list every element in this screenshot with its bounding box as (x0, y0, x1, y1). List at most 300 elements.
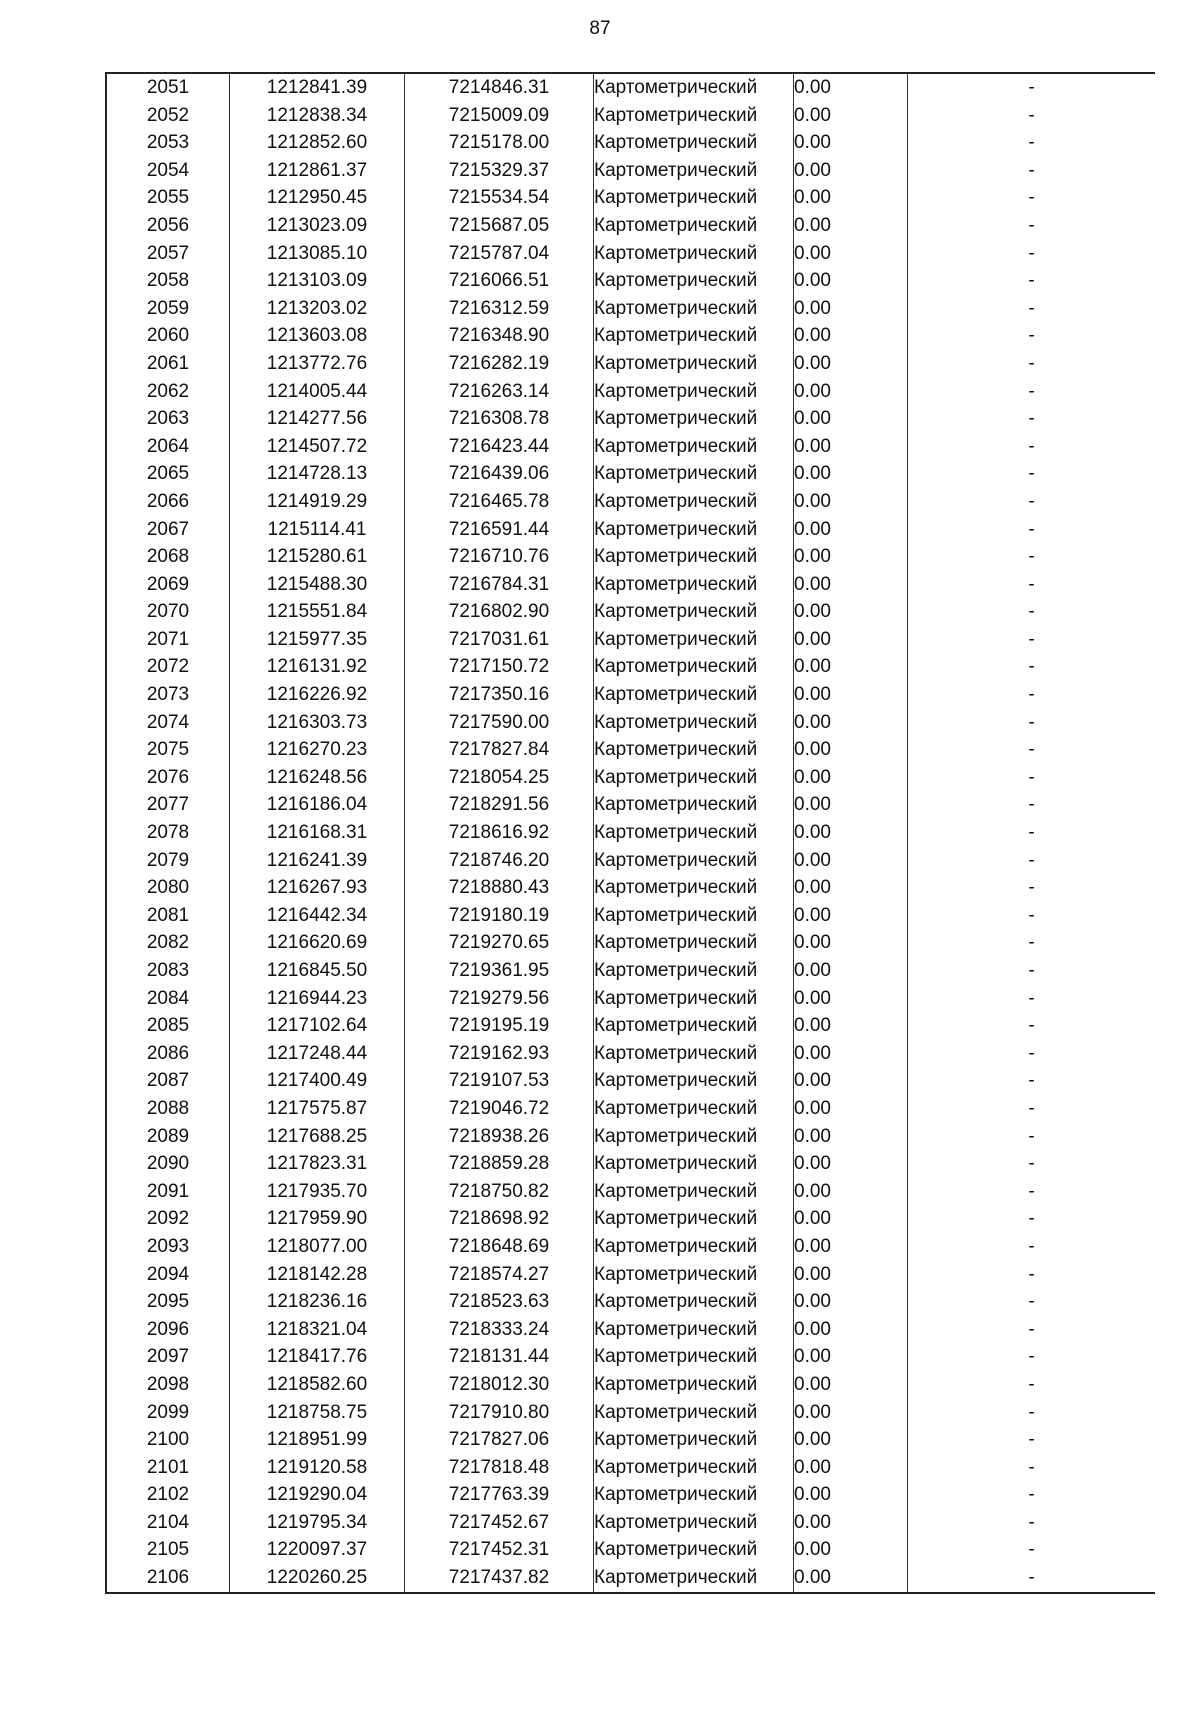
table-row (106, 1343, 1155, 1371)
description-cell: - (908, 736, 1156, 764)
method-cell: Картометрический (594, 985, 794, 1013)
method-cell: Картометрический (594, 1343, 794, 1371)
accuracy-cell: 0.00 (794, 1067, 908, 1095)
y-coordinate-cell: 7216439.06 (405, 460, 594, 488)
point-number-cell: 2067 (146, 518, 190, 540)
point-number-cell: 2093 (146, 1235, 190, 1257)
description-cell: - (908, 1233, 1156, 1261)
x-coordinate-cell: 1216270.23 (230, 736, 405, 764)
accuracy-cell: 0.00 (794, 129, 908, 157)
y-coordinate-cell: 7217031.61 (405, 626, 594, 654)
description-cell: - (908, 1067, 1156, 1095)
table-row (106, 957, 1155, 985)
description-cell: - (908, 1178, 1156, 1206)
accuracy-cell: 0.00 (794, 543, 908, 571)
accuracy-cell: 0.00 (794, 1536, 908, 1564)
y-coordinate-cell: 7217763.39 (405, 1481, 594, 1509)
table-row (106, 378, 1155, 406)
accuracy-cell: 0.00 (794, 405, 908, 433)
method-cell: Картометрический (594, 488, 794, 516)
table-row (106, 102, 1155, 130)
description-cell: - (908, 764, 1156, 792)
y-coordinate-cell: 7219162.93 (405, 1040, 594, 1068)
table-row (106, 902, 1155, 930)
point-number-cell: 2059 (146, 297, 190, 319)
page-number: 87 (589, 18, 611, 39)
method-cell: Картометрический (594, 1233, 794, 1261)
point-number-cell: 2084 (146, 987, 190, 1009)
description-cell: - (908, 681, 1156, 709)
x-coordinate-cell: 1215551.84 (230, 598, 405, 626)
table-row (106, 1150, 1155, 1178)
table-row (106, 1288, 1155, 1316)
table-row (106, 598, 1155, 626)
x-coordinate-cell: 1212852.60 (230, 129, 405, 157)
accuracy-cell: 0.00 (794, 184, 908, 212)
point-number-cell: 2068 (146, 546, 190, 568)
description-cell: - (908, 405, 1156, 433)
x-coordinate-cell: 1217575.87 (230, 1095, 405, 1123)
table-row (106, 1012, 1155, 1040)
point-number-cell: 2085 (146, 1015, 190, 1037)
point-number-cell: 2055 (146, 187, 190, 209)
x-coordinate-cell: 1217400.49 (230, 1067, 405, 1095)
description-cell: - (908, 488, 1156, 516)
y-coordinate-cell: 7217827.06 (405, 1426, 594, 1454)
x-coordinate-cell: 1216226.92 (230, 681, 405, 709)
accuracy-cell: 0.00 (794, 709, 908, 737)
x-coordinate-cell: 1214277.56 (230, 405, 405, 433)
y-coordinate-cell: 7219361.95 (405, 957, 594, 985)
method-cell: Картометрический (594, 1123, 794, 1151)
y-coordinate-cell: 7216710.76 (405, 543, 594, 571)
point-number-cell: 2070 (146, 601, 190, 623)
table-row (106, 764, 1155, 792)
y-coordinate-cell: 7219279.56 (405, 985, 594, 1013)
y-coordinate-cell: 7218750.82 (405, 1178, 594, 1206)
y-coordinate-cell: 7219107.53 (405, 1067, 594, 1095)
method-cell: Картометрический (594, 929, 794, 957)
table-row (106, 985, 1155, 1013)
method-cell: Картометрический (594, 516, 794, 544)
point-number-cell: 2077 (146, 794, 190, 816)
point-number-cell: 2061 (146, 352, 190, 374)
x-coordinate-cell: 1217688.25 (230, 1123, 405, 1151)
method-cell: Картометрический (594, 1399, 794, 1427)
point-number-cell: 2058 (146, 270, 190, 292)
method-cell: Картометрический (594, 378, 794, 406)
method-cell: Картометрический (594, 653, 794, 681)
point-number-cell: 2105 (146, 1539, 190, 1561)
accuracy-cell: 0.00 (794, 1454, 908, 1482)
method-cell: Картометрический (594, 102, 794, 130)
accuracy-cell: 0.00 (794, 1150, 908, 1178)
method-cell: Картометрический (594, 267, 794, 295)
description-cell: - (908, 267, 1156, 295)
description-cell: - (908, 1536, 1156, 1564)
x-coordinate-cell: 1218236.16 (230, 1288, 405, 1316)
method-cell: Картометрический (594, 1012, 794, 1040)
description-cell: - (908, 1426, 1156, 1454)
x-coordinate-cell: 1216267.93 (230, 874, 405, 902)
description-cell: - (908, 985, 1156, 1013)
x-coordinate-cell: 1216131.92 (230, 653, 405, 681)
method-cell: Картометрический (594, 1316, 794, 1344)
table-row (106, 1426, 1155, 1454)
point-number-cell: 2075 (146, 739, 190, 761)
x-coordinate-cell: 1217102.64 (230, 1012, 405, 1040)
point-number-cell: 2069 (146, 573, 190, 595)
x-coordinate-cell: 1213103.09 (230, 267, 405, 295)
description-cell: - (908, 157, 1156, 185)
table-row (106, 1178, 1155, 1206)
method-cell: Картометрический (594, 240, 794, 268)
y-coordinate-cell: 7216066.51 (405, 267, 594, 295)
y-coordinate-cell: 7217437.82 (405, 1564, 594, 1593)
x-coordinate-cell: 1216845.50 (230, 957, 405, 985)
accuracy-cell: 0.00 (794, 433, 908, 461)
x-coordinate-cell: 1218951.99 (230, 1426, 405, 1454)
x-coordinate-cell: 1217823.31 (230, 1150, 405, 1178)
accuracy-cell: 0.00 (794, 653, 908, 681)
table-row (106, 488, 1155, 516)
table-row (106, 571, 1155, 599)
x-coordinate-cell: 1213603.08 (230, 322, 405, 350)
method-cell: Картометрический (594, 1095, 794, 1123)
description-cell: - (908, 626, 1156, 654)
x-coordinate-cell: 1218582.60 (230, 1371, 405, 1399)
method-cell: Картометрический (594, 902, 794, 930)
description-cell: - (908, 1371, 1156, 1399)
table-row (106, 1067, 1155, 1095)
description-cell: - (908, 1509, 1156, 1537)
x-coordinate-cell: 1216248.56 (230, 764, 405, 792)
accuracy-cell: 0.00 (794, 791, 908, 819)
x-coordinate-cell: 1214919.29 (230, 488, 405, 516)
x-coordinate-cell: 1213203.02 (230, 295, 405, 323)
point-number-cell: 2086 (146, 1042, 190, 1064)
description-cell: - (908, 295, 1156, 323)
description-cell: - (908, 460, 1156, 488)
y-coordinate-cell: 7216263.14 (405, 378, 594, 406)
y-coordinate-cell: 7218054.25 (405, 764, 594, 792)
description-cell: - (908, 102, 1156, 130)
description-cell: - (908, 1316, 1156, 1344)
x-coordinate-cell: 1218758.75 (230, 1399, 405, 1427)
y-coordinate-cell: 7216312.59 (405, 295, 594, 323)
x-coordinate-cell: 1217935.70 (230, 1178, 405, 1206)
method-cell: Картометрический (594, 350, 794, 378)
point-number-cell: 2053 (146, 132, 190, 154)
table-row (106, 1233, 1155, 1261)
y-coordinate-cell: 7216465.78 (405, 488, 594, 516)
table-row (106, 1564, 1155, 1593)
point-number-cell: 2081 (146, 904, 190, 926)
point-number-cell: 2082 (146, 932, 190, 954)
x-coordinate-cell: 1216241.39 (230, 847, 405, 875)
x-coordinate-cell: 1218142.28 (230, 1261, 405, 1289)
accuracy-cell: 0.00 (794, 571, 908, 599)
table-row (106, 653, 1155, 681)
method-cell: Картометрический (594, 1509, 794, 1537)
point-number-cell: 2051 (146, 77, 190, 98)
point-number-cell: 2057 (146, 242, 190, 264)
description-cell: - (908, 874, 1156, 902)
point-number-cell: 2073 (146, 684, 190, 706)
x-coordinate-cell: 1218077.00 (230, 1233, 405, 1261)
table-row (106, 240, 1155, 268)
y-coordinate-cell: 7216348.90 (405, 322, 594, 350)
method-cell: Картометрический (594, 1205, 794, 1233)
y-coordinate-cell: 7218616.92 (405, 819, 594, 847)
table-row (106, 847, 1155, 875)
accuracy-cell: 0.00 (794, 322, 908, 350)
method-cell: Картометрический (594, 157, 794, 185)
x-coordinate-cell: 1216303.73 (230, 709, 405, 737)
x-coordinate-cell: 1213772.76 (230, 350, 405, 378)
point-number-cell: 2101 (146, 1456, 190, 1478)
accuracy-cell: 0.00 (794, 1288, 908, 1316)
table-row (106, 1481, 1155, 1509)
description-cell: - (908, 929, 1156, 957)
accuracy-cell: 0.00 (794, 350, 908, 378)
accuracy-cell: 0.00 (794, 874, 908, 902)
y-coordinate-cell: 7215009.09 (405, 102, 594, 130)
accuracy-cell: 0.00 (794, 626, 908, 654)
table-row (106, 267, 1155, 295)
y-coordinate-cell: 7215787.04 (405, 240, 594, 268)
method-cell: Картометрический (594, 1261, 794, 1289)
accuracy-cell: 0.00 (794, 929, 908, 957)
y-coordinate-cell: 7218131.44 (405, 1343, 594, 1371)
x-coordinate-cell: 1219290.04 (230, 1481, 405, 1509)
table-row (106, 1509, 1155, 1537)
method-cell: Картометрический (594, 405, 794, 433)
x-coordinate-cell: 1212838.34 (230, 102, 405, 130)
method-cell: Картометрический (594, 1454, 794, 1482)
table-row (106, 1261, 1155, 1289)
description-cell: - (908, 653, 1156, 681)
description-cell: - (908, 73, 1156, 102)
y-coordinate-cell: 7218574.27 (405, 1261, 594, 1289)
y-coordinate-cell: 7217452.67 (405, 1509, 594, 1537)
y-coordinate-cell: 7216282.19 (405, 350, 594, 378)
table-row (106, 791, 1155, 819)
y-coordinate-cell: 7219195.19 (405, 1012, 594, 1040)
point-number-cell: 2066 (146, 490, 190, 512)
description-cell: - (908, 819, 1156, 847)
accuracy-cell: 0.00 (794, 1012, 908, 1040)
description-cell: - (908, 709, 1156, 737)
table-row (106, 1454, 1155, 1482)
point-number-cell: 2106 (146, 1567, 190, 1589)
description-cell: - (908, 240, 1156, 268)
table-row (106, 1205, 1155, 1233)
point-number-cell: 2078 (146, 822, 190, 844)
point-number-cell: 2071 (146, 628, 190, 650)
accuracy-cell: 0.00 (794, 1205, 908, 1233)
accuracy-cell: 0.00 (794, 1564, 908, 1593)
y-coordinate-cell: 7215178.00 (405, 129, 594, 157)
y-coordinate-cell: 7215687.05 (405, 212, 594, 240)
accuracy-cell: 0.00 (794, 240, 908, 268)
description-cell: - (908, 129, 1156, 157)
point-number-cell: 2098 (146, 1373, 190, 1395)
description-cell: - (908, 1481, 1156, 1509)
x-coordinate-cell: 1216944.23 (230, 985, 405, 1013)
table-row (106, 433, 1155, 461)
table-row (106, 626, 1155, 654)
description-cell: - (908, 184, 1156, 212)
y-coordinate-cell: 7218523.63 (405, 1288, 594, 1316)
table-row (106, 184, 1155, 212)
table-row (106, 709, 1155, 737)
accuracy-cell: 0.00 (794, 764, 908, 792)
method-cell: Картометрический (594, 433, 794, 461)
description-cell: - (908, 1454, 1156, 1482)
y-coordinate-cell: 7219180.19 (405, 902, 594, 930)
x-coordinate-cell: 1213085.10 (230, 240, 405, 268)
point-number-cell: 2076 (146, 766, 190, 788)
table-row (106, 295, 1155, 323)
table-row (106, 460, 1155, 488)
y-coordinate-cell: 7216591.44 (405, 516, 594, 544)
table-row (106, 322, 1155, 350)
table-row (106, 1399, 1155, 1427)
x-coordinate-cell: 1215977.35 (230, 626, 405, 654)
x-coordinate-cell: 1213023.09 (230, 212, 405, 240)
method-cell: Картометрический (594, 1178, 794, 1206)
point-number-cell: 2072 (146, 656, 190, 678)
description-cell: - (908, 1205, 1156, 1233)
description-cell: - (908, 902, 1156, 930)
x-coordinate-cell: 1216620.69 (230, 929, 405, 957)
y-coordinate-cell: 7217350.16 (405, 681, 594, 709)
accuracy-cell: 0.00 (794, 1426, 908, 1454)
method-cell: Картометрический (594, 626, 794, 654)
point-number-cell: 2064 (146, 435, 190, 457)
point-number-cell: 2097 (146, 1346, 190, 1368)
accuracy-cell: 0.00 (794, 1343, 908, 1371)
point-number-cell: 2094 (146, 1263, 190, 1285)
description-cell: - (908, 571, 1156, 599)
accuracy-cell: 0.00 (794, 1481, 908, 1509)
y-coordinate-cell: 7214846.31 (405, 73, 594, 102)
table-row (106, 681, 1155, 709)
x-coordinate-cell: 1212841.39 (230, 73, 405, 102)
description-cell: - (908, 433, 1156, 461)
x-coordinate-cell: 1214005.44 (230, 378, 405, 406)
point-number-cell: 2065 (146, 463, 190, 485)
point-number-cell: 2100 (146, 1429, 190, 1451)
method-cell: Картометрический (594, 736, 794, 764)
accuracy-cell: 0.00 (794, 378, 908, 406)
y-coordinate-cell: 7215534.54 (405, 184, 594, 212)
description-cell: - (908, 1343, 1156, 1371)
description-cell: - (908, 847, 1156, 875)
method-cell: Картометрический (594, 709, 794, 737)
method-cell: Картометрический (594, 1481, 794, 1509)
y-coordinate-cell: 7218746.20 (405, 847, 594, 875)
accuracy-cell: 0.00 (794, 212, 908, 240)
table-row (106, 819, 1155, 847)
accuracy-cell: 0.00 (794, 157, 908, 185)
description-cell: - (908, 378, 1156, 406)
method-cell: Картометрический (594, 957, 794, 985)
point-number-cell: 2087 (146, 1070, 190, 1092)
method-cell: Картометрический (594, 295, 794, 323)
description-cell: - (908, 1564, 1156, 1593)
point-number-cell: 2099 (146, 1401, 190, 1423)
x-coordinate-cell: 1220260.25 (230, 1564, 405, 1593)
point-number-cell: 2052 (146, 104, 190, 126)
x-coordinate-cell: 1220097.37 (230, 1536, 405, 1564)
y-coordinate-cell: 7218648.69 (405, 1233, 594, 1261)
table-row (106, 212, 1155, 240)
description-cell: - (908, 598, 1156, 626)
accuracy-cell: 0.00 (794, 1509, 908, 1537)
method-cell: Картометрический (594, 543, 794, 571)
table-row (106, 1371, 1155, 1399)
accuracy-cell: 0.00 (794, 1095, 908, 1123)
y-coordinate-cell: 7218938.26 (405, 1123, 594, 1151)
table-row (106, 1316, 1155, 1344)
y-coordinate-cell: 7217150.72 (405, 653, 594, 681)
method-cell: Картометрический (594, 1067, 794, 1095)
y-coordinate-cell: 7217818.48 (405, 1454, 594, 1482)
accuracy-cell: 0.00 (794, 460, 908, 488)
x-coordinate-cell: 1215280.61 (230, 543, 405, 571)
accuracy-cell: 0.00 (794, 73, 908, 102)
accuracy-cell: 0.00 (794, 1316, 908, 1344)
accuracy-cell: 0.00 (794, 819, 908, 847)
point-number-cell: 2062 (146, 380, 190, 402)
x-coordinate-cell: 1219120.58 (230, 1454, 405, 1482)
method-cell: Картометрический (594, 322, 794, 350)
accuracy-cell: 0.00 (794, 1233, 908, 1261)
x-coordinate-cell: 1216442.34 (230, 902, 405, 930)
description-cell: - (908, 1261, 1156, 1289)
y-coordinate-cell: 7216308.78 (405, 405, 594, 433)
accuracy-cell: 0.00 (794, 957, 908, 985)
description-cell: - (908, 1012, 1156, 1040)
accuracy-cell: 0.00 (794, 1123, 908, 1151)
accuracy-cell: 0.00 (794, 1040, 908, 1068)
x-coordinate-cell: 1214728.13 (230, 460, 405, 488)
x-coordinate-cell: 1217248.44 (230, 1040, 405, 1068)
description-cell: - (908, 322, 1156, 350)
table-row (106, 1536, 1155, 1564)
accuracy-cell: 0.00 (794, 736, 908, 764)
method-cell: Картометрический (594, 819, 794, 847)
description-cell: - (908, 791, 1156, 819)
y-coordinate-cell: 7218333.24 (405, 1316, 594, 1344)
y-coordinate-cell: 7218880.43 (405, 874, 594, 902)
point-number-cell: 2074 (146, 711, 190, 733)
table-row (106, 874, 1155, 902)
table-row (106, 157, 1155, 185)
point-number-cell: 2095 (146, 1291, 190, 1313)
y-coordinate-cell: 7217827.84 (405, 736, 594, 764)
x-coordinate-cell: 1214507.72 (230, 433, 405, 461)
point-number-cell: 2096 (146, 1318, 190, 1340)
point-number-cell: 2089 (146, 1125, 190, 1147)
table-row (106, 1040, 1155, 1068)
method-cell: Картометрический (594, 1371, 794, 1399)
description-cell: - (908, 350, 1156, 378)
description-cell: - (908, 516, 1156, 544)
method-cell: Картометрический (594, 571, 794, 599)
